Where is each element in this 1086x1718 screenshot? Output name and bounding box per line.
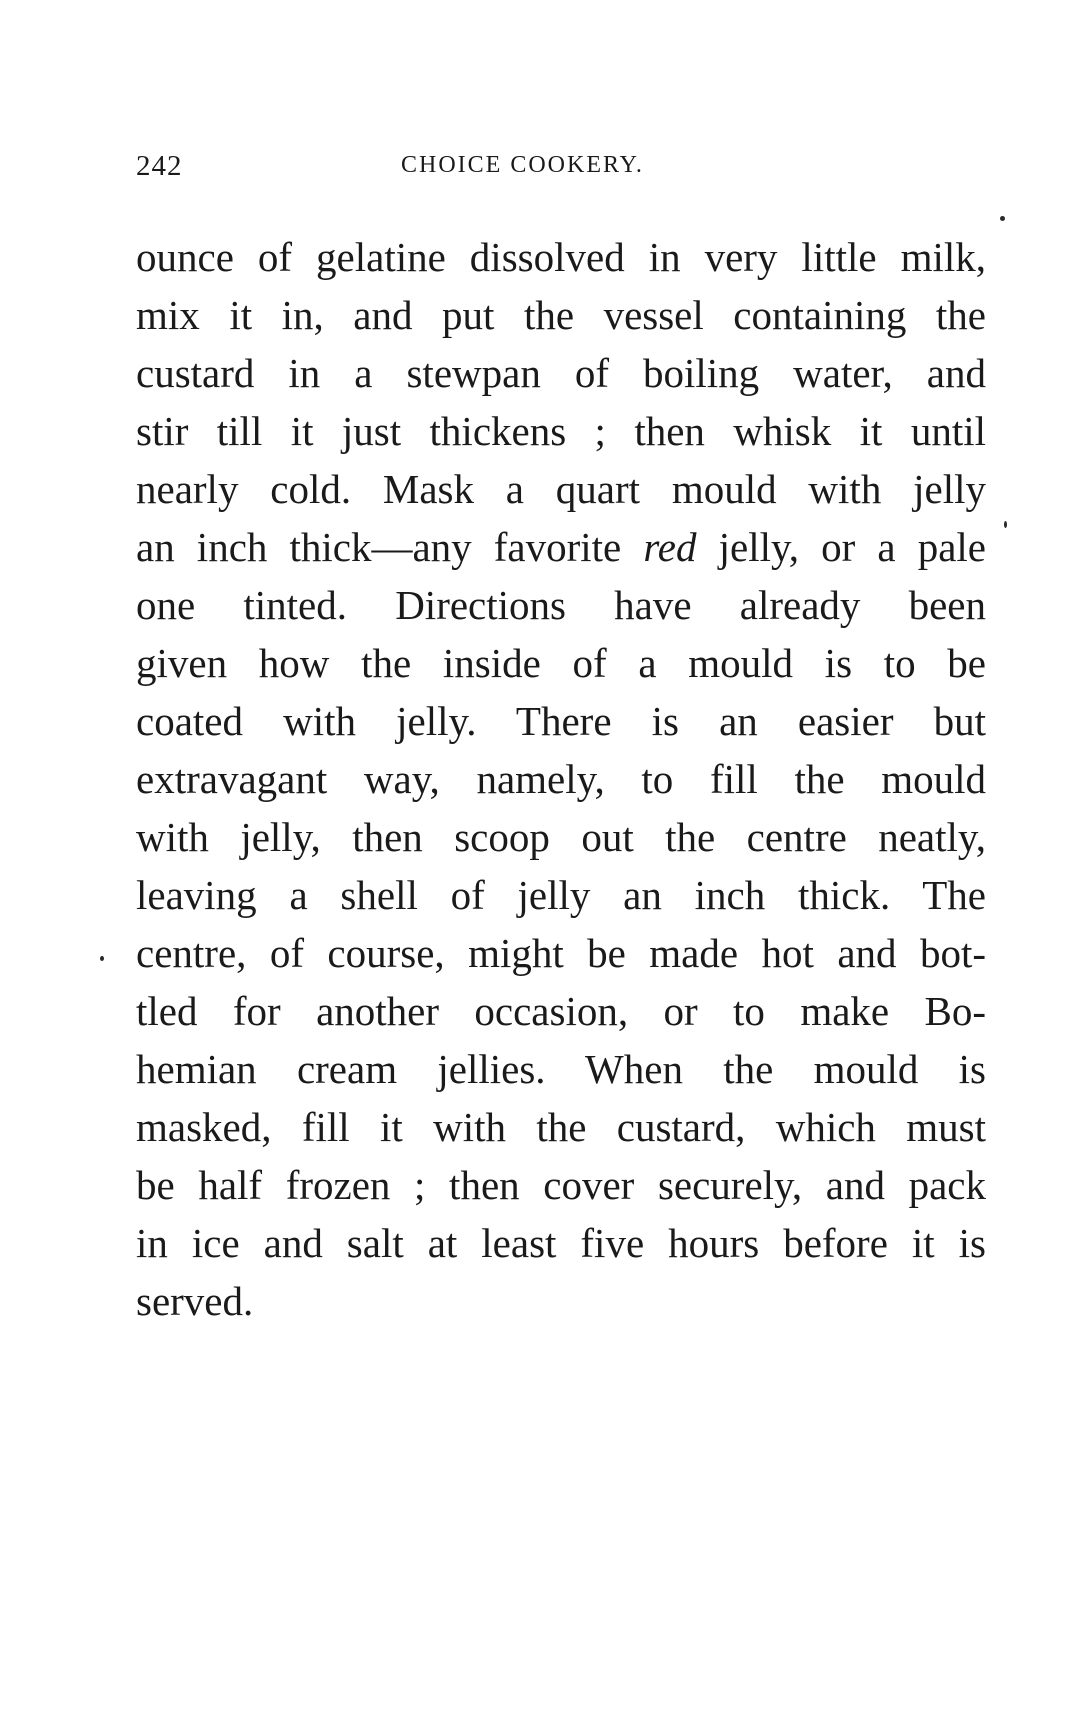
text-segment: custard in a stewpan of boiling water, and	[136, 350, 986, 396]
text-line	[136, 808, 986, 866]
text-line	[136, 228, 986, 286]
body-text	[136, 228, 986, 1330]
text-line	[136, 750, 986, 808]
running-head	[136, 150, 986, 190]
text-line	[136, 866, 986, 924]
print-speck	[1004, 521, 1007, 528]
text-line	[136, 460, 986, 518]
text-line	[136, 286, 986, 344]
page-number: 242	[136, 150, 183, 182]
text-line	[136, 402, 986, 460]
text-segment: jelly, or a pale	[696, 524, 986, 570]
text-segment: masked, fill it with the custard, which must	[136, 1104, 986, 1150]
text-segment: with jelly, then scoop out the centre neatly,	[136, 814, 986, 860]
text-segment: mix it in, and put the vessel containing the	[136, 292, 986, 338]
text-segment: ounce of gelatine dissolved in very little milk,	[136, 234, 986, 280]
text-segment: leaving a shell of jelly an inch thick. The	[136, 872, 986, 918]
text-segment: be half frozen ; then cover securely, and pack	[136, 1162, 986, 1208]
text-segment: centre, of course, might be made hot and bot-	[136, 930, 986, 976]
italic-word: red	[643, 524, 697, 570]
text-line	[136, 692, 986, 750]
text-segment: given how the inside of a mould is to be	[136, 640, 986, 686]
print-speck	[100, 956, 104, 961]
text-line	[136, 576, 986, 634]
text-line	[136, 1098, 986, 1156]
text-line	[136, 634, 986, 692]
text-line	[136, 924, 986, 982]
text-line	[136, 344, 986, 402]
text-line	[136, 1272, 986, 1330]
text-segment: tled for another occasion, or to make Bo-	[136, 988, 986, 1034]
text-line	[136, 518, 986, 576]
print-speck	[1000, 216, 1005, 221]
text-segment: hemian cream jellies. When the mould is	[136, 1046, 986, 1092]
text-segment: extravagant way, namely, to fill the mould	[136, 756, 986, 802]
text-segment: in ice and salt at least five hours before it is	[136, 1220, 986, 1266]
running-title: CHOICE COOKERY.	[401, 152, 644, 178]
text-line	[136, 1156, 986, 1214]
text-segment: coated with jelly. There is an easier but	[136, 698, 986, 744]
text-segment: served.	[136, 1278, 254, 1324]
text-segment: an inch thick—any favorite	[136, 524, 644, 570]
text-line	[136, 982, 986, 1040]
text-segment: one tinted. Directions have already been	[136, 582, 986, 628]
text-line	[136, 1040, 986, 1098]
text-segment: stir till it just thickens ; then whisk it until	[136, 408, 986, 454]
text-segment: nearly cold. Mask a quart mould with jelly	[136, 466, 986, 512]
text-line	[136, 1214, 986, 1272]
